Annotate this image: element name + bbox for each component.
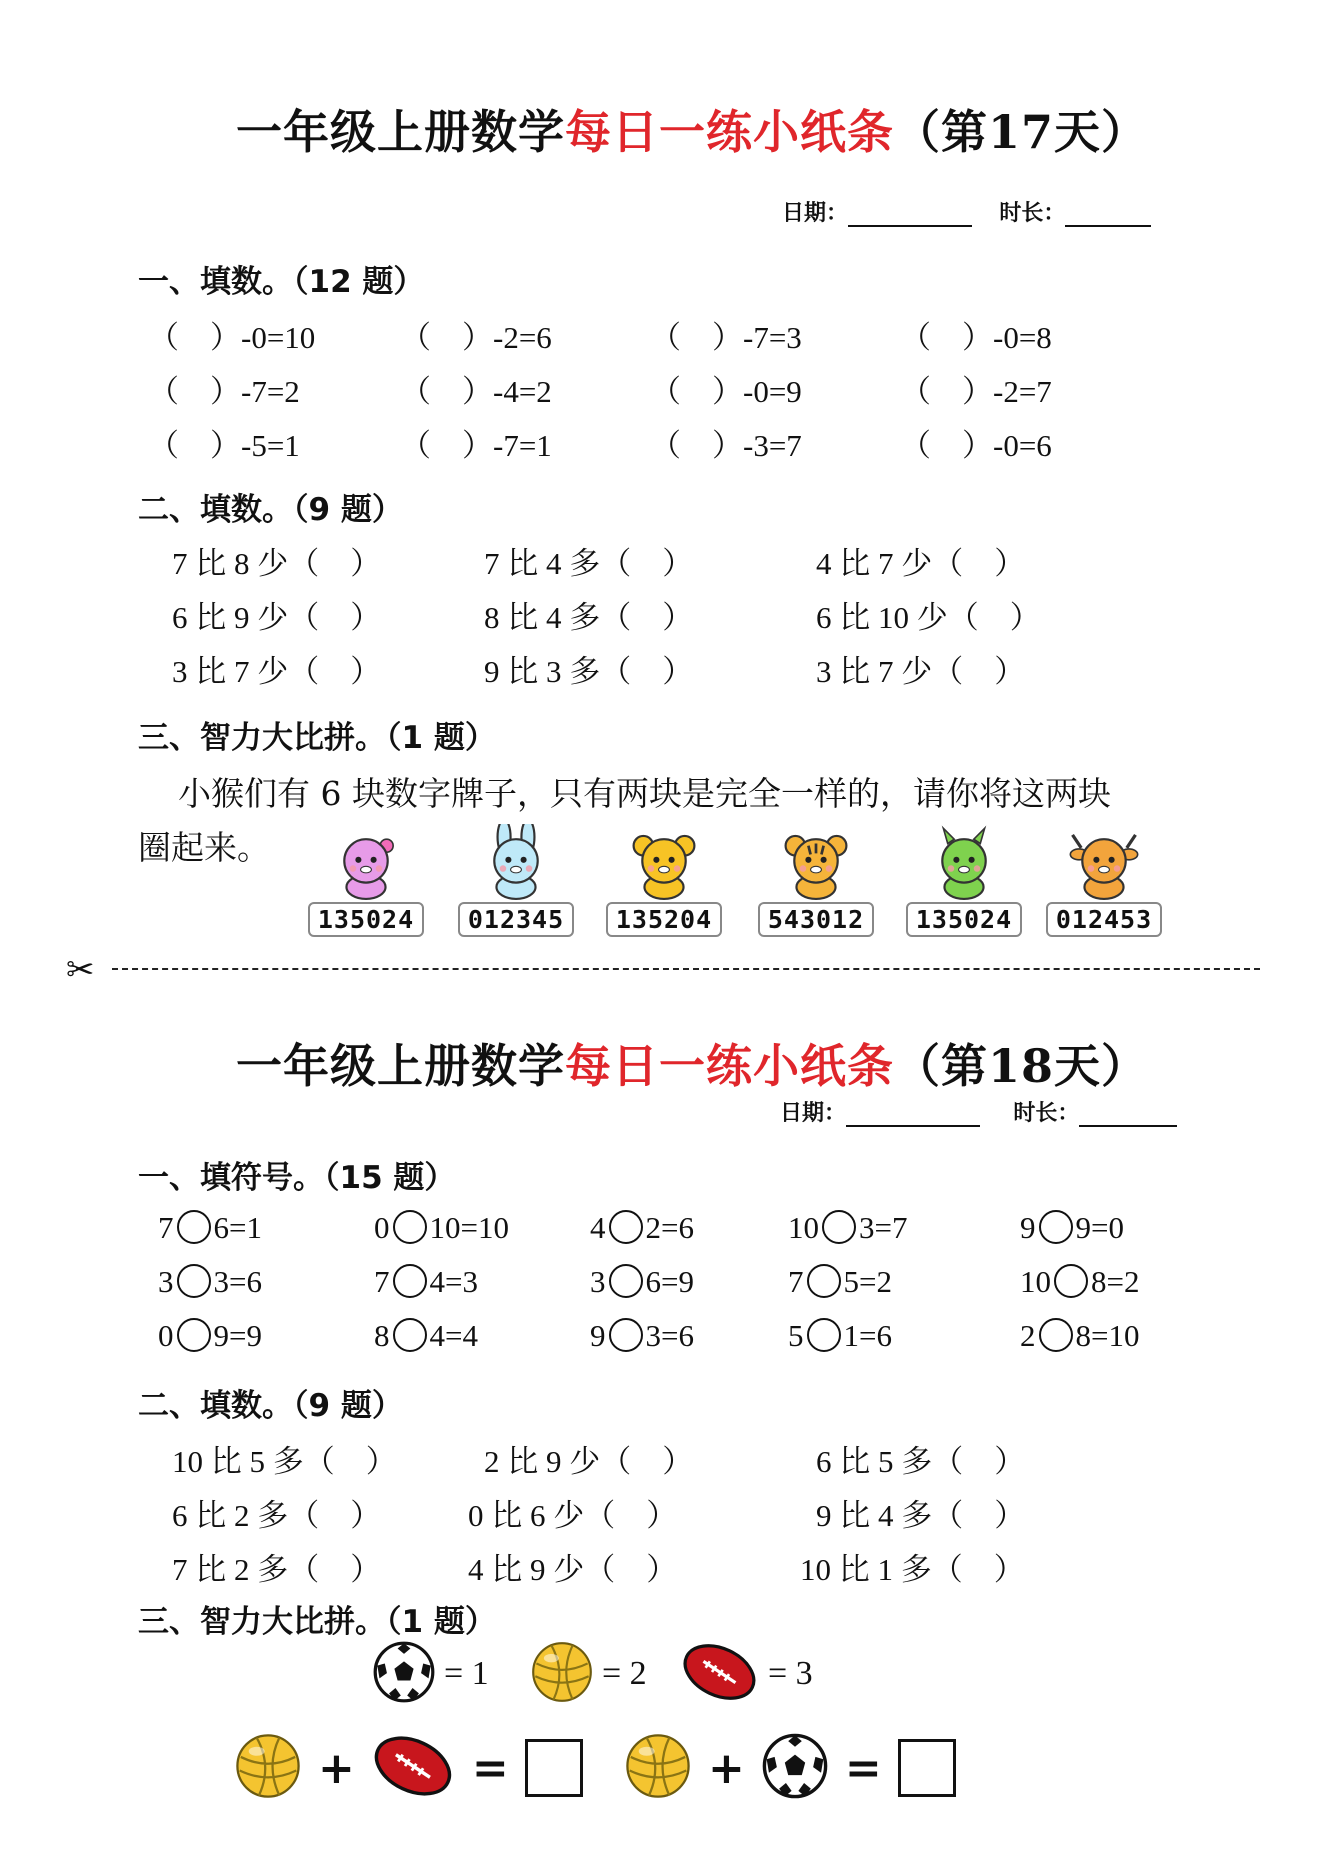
fill-blank-item[interactable]: （ ）-0=9 [650, 374, 802, 409]
right-expression: 4=4 [429, 1318, 478, 1353]
day17-s3-line2: 圈起来。 [138, 828, 270, 867]
compare-item[interactable]: 3 比 7 少（ ） [816, 654, 1026, 689]
title-suffix: （第17天） [894, 105, 1149, 159]
title-red: 每日一练小纸条 [565, 105, 894, 159]
soccer-ball-icon [372, 1640, 436, 1708]
left-operand: 0 [158, 1318, 174, 1353]
compare-item[interactable]: 8 比 4 多（ ） [484, 600, 694, 635]
left-operand: 9 [1020, 1210, 1036, 1245]
day18-s2-title: 二、填数。（9 题） [138, 1388, 403, 1424]
symbol-item [158, 1318, 262, 1354]
answer-box[interactable] [898, 1739, 956, 1797]
left-operand: 7 [374, 1264, 390, 1299]
plus-sign: + [708, 1742, 745, 1794]
dragon-icon [904, 824, 1024, 902]
symbol-item [590, 1210, 694, 1246]
symbol-item [788, 1264, 892, 1300]
right-expression: 9=9 [213, 1318, 262, 1353]
day17-s2-title: 二、填数。（9 题） [138, 492, 403, 528]
symbol-circle-blank[interactable] [393, 1210, 427, 1244]
volleyball-icon [234, 1732, 302, 1804]
symbol-circle-blank[interactable] [807, 1264, 841, 1298]
left-operand: 3 [590, 1264, 606, 1299]
day18-meta [780, 1096, 1177, 1127]
day18-s1-title: 一、填符号。（15 题） [138, 1160, 456, 1196]
duration-field[interactable] [1065, 203, 1151, 227]
fill-blank-item[interactable]: （ ）-0=10 [148, 320, 316, 355]
symbol-circle-blank[interactable] [1039, 1318, 1073, 1352]
cow-icon [1044, 824, 1164, 902]
fill-blank-item[interactable]: （ ）-5=1 [148, 428, 300, 463]
right-expression: 2=6 [645, 1210, 694, 1245]
number-plate[interactable]: 135024 [906, 902, 1022, 937]
compare-item[interactable]: 4 比 9 少（ ） [468, 1552, 678, 1587]
symbol-item [788, 1210, 907, 1246]
left-operand: 3 [158, 1264, 174, 1299]
octopus-icon [306, 824, 426, 902]
number-plate[interactable]: 543012 [758, 902, 874, 937]
title-prefix: 一年级上册数学 [236, 1039, 565, 1093]
compare-item[interactable]: 10 比 1 多（ ） [800, 1552, 1025, 1587]
right-expression: 10=10 [429, 1210, 509, 1245]
symbol-item [590, 1318, 694, 1354]
compare-item[interactable]: 4 比 7 少（ ） [816, 546, 1026, 581]
legend-item [680, 1640, 813, 1708]
answer-box[interactable] [525, 1739, 583, 1797]
compare-item[interactable]: 6 比 10 少（ ） [816, 600, 1041, 635]
legend-value: = 3 [768, 1655, 813, 1692]
animal-plate[interactable] [1044, 824, 1164, 937]
symbol-circle-blank[interactable] [609, 1264, 643, 1298]
animal-plate[interactable] [456, 824, 576, 937]
symbol-circle-blank[interactable] [807, 1318, 841, 1352]
right-expression: 4=3 [429, 1264, 478, 1299]
symbol-circle-blank[interactable] [822, 1210, 856, 1244]
left-operand: 7 [788, 1264, 804, 1299]
compare-item[interactable]: 10 比 5 多（ ） [172, 1444, 397, 1479]
symbol-item [1020, 1318, 1139, 1354]
symbol-item [590, 1264, 694, 1300]
plus-sign: + [318, 1742, 355, 1794]
symbol-item [374, 1210, 509, 1246]
right-expression: 3=6 [213, 1264, 262, 1299]
legend-value: = 2 [602, 1655, 647, 1692]
cut-line [112, 968, 1260, 970]
animal-plate[interactable] [756, 824, 876, 937]
symbol-circle-blank[interactable] [177, 1318, 211, 1352]
legend-item [530, 1640, 647, 1708]
right-expression: 8=2 [1091, 1264, 1140, 1299]
duration-label: 时长： [1013, 1101, 1080, 1126]
fill-blank-item[interactable]: （ ）-3=7 [650, 428, 802, 463]
title-prefix: 一年级上册数学 [236, 105, 565, 159]
compare-item[interactable]: 2 比 9 少（ ） [484, 1444, 694, 1479]
compare-item[interactable]: 7 比 8 少（ ） [172, 546, 382, 581]
left-operand: 4 [590, 1210, 606, 1245]
symbol-item [158, 1264, 262, 1300]
compare-item[interactable]: 6 比 5 多（ ） [816, 1444, 1026, 1479]
duration-field[interactable] [1079, 1103, 1177, 1127]
duration-label: 时长： [999, 201, 1066, 226]
scissors-icon: ✂ [66, 950, 95, 990]
soccer-ball-icon [761, 1732, 829, 1804]
compare-item[interactable]: 3 比 7 少（ ） [172, 654, 382, 689]
number-plate[interactable]: 012453 [1046, 902, 1162, 937]
title-red: 每日一练小纸条 [565, 1039, 894, 1093]
symbol-item [374, 1318, 478, 1354]
fill-blank-item[interactable]: （ ）-0=6 [900, 428, 1052, 463]
symbol-circle-blank[interactable] [609, 1210, 643, 1244]
day17-meta [782, 196, 1151, 227]
compare-item[interactable]: 9 比 4 多（ ） [816, 1498, 1026, 1533]
fill-blank-item[interactable]: （ ）-7=2 [148, 374, 300, 409]
date-field[interactable] [846, 1103, 980, 1127]
right-expression: 9=0 [1075, 1210, 1124, 1245]
left-operand: 8 [374, 1318, 390, 1353]
fill-blank-item[interactable]: （ ）-2=7 [900, 374, 1052, 409]
compare-item[interactable]: 6 比 2 多（ ） [172, 1498, 382, 1533]
left-operand: 10 [788, 1210, 819, 1245]
compare-item[interactable]: 7 比 4 多（ ） [484, 546, 694, 581]
symbol-circle-blank[interactable] [1039, 1210, 1073, 1244]
left-operand: 0 [374, 1210, 390, 1245]
rabbit-icon [456, 824, 576, 902]
symbol-item [374, 1264, 478, 1300]
dog-icon [604, 824, 724, 902]
day18-s3-title: 三、智力大比拼。（1 题） [138, 1604, 496, 1640]
volleyball-icon [530, 1640, 594, 1708]
symbol-circle-blank[interactable] [609, 1318, 643, 1352]
fill-blank-item[interactable]: （ ）-7=1 [400, 428, 552, 463]
right-expression: 1=6 [843, 1318, 892, 1353]
number-plate[interactable]: 012345 [458, 902, 574, 937]
animal-plate[interactable] [604, 824, 724, 937]
fill-blank-item[interactable]: （ ）-2=6 [400, 320, 552, 355]
date-label: 日期： [782, 201, 849, 226]
date-field[interactable] [848, 203, 972, 227]
legend-item [372, 1640, 489, 1708]
symbol-item [788, 1318, 892, 1354]
legend-value: = 1 [444, 1655, 489, 1692]
symbol-circle-blank[interactable] [393, 1264, 427, 1298]
symbol-item [1020, 1210, 1124, 1246]
symbol-item [158, 1210, 262, 1246]
fill-blank-item[interactable]: （ ）-7=3 [650, 320, 802, 355]
left-operand: 2 [1020, 1318, 1036, 1353]
tiger-icon [756, 824, 876, 902]
rugby-ball-icon [680, 1640, 760, 1708]
fill-blank-item[interactable]: （ ）-4=2 [400, 374, 552, 409]
day18-title [236, 1030, 1148, 1096]
ball-equation [234, 1732, 583, 1804]
symbol-circle-blank[interactable] [177, 1264, 211, 1298]
compare-item[interactable]: 9 比 3 多（ ） [484, 654, 694, 689]
left-operand: 5 [788, 1318, 804, 1353]
left-operand: 9 [590, 1318, 606, 1353]
compare-item[interactable]: 7 比 2 多（ ） [172, 1552, 382, 1587]
title-suffix: （第18天） [894, 1039, 1149, 1093]
right-expression: 3=6 [645, 1318, 694, 1353]
symbol-circle-blank[interactable] [177, 1210, 211, 1244]
right-expression: 6=9 [645, 1264, 694, 1299]
compare-item[interactable]: 6 比 9 少（ ） [172, 600, 382, 635]
right-expression: 6=1 [213, 1210, 262, 1245]
symbol-item [1020, 1264, 1139, 1300]
equals-sign: = [471, 1742, 509, 1794]
day17-s3-title: 三、智力大比拼。（1 题） [138, 720, 496, 756]
ball-equation [624, 1732, 956, 1804]
date-label: 日期： [780, 1101, 847, 1126]
day17-s1-title: 一、填数。（12 题） [138, 264, 425, 300]
symbol-circle-blank[interactable] [393, 1318, 427, 1352]
symbol-circle-blank[interactable] [1054, 1264, 1088, 1298]
day17-title [236, 96, 1148, 162]
right-expression: 8=10 [1075, 1318, 1140, 1353]
left-operand: 7 [158, 1210, 174, 1245]
compare-item[interactable]: 0 比 6 少（ ） [468, 1498, 678, 1533]
fill-blank-item[interactable]: （ ）-0=8 [900, 320, 1052, 355]
right-expression: 5=2 [843, 1264, 892, 1299]
rugby-ball-icon [371, 1732, 456, 1804]
animal-plate[interactable] [306, 824, 426, 937]
number-plate[interactable]: 135204 [606, 902, 722, 937]
animal-plate[interactable] [904, 824, 1024, 937]
equals-sign: = [844, 1742, 882, 1794]
day17-s3-line1: 小猴们有 6 块数字牌子，只有两块是完全一样的，请你将这两块 [178, 774, 1111, 813]
right-expression: 3=7 [859, 1210, 908, 1245]
volleyball-icon [624, 1732, 692, 1804]
left-operand: 10 [1020, 1264, 1051, 1299]
number-plate[interactable]: 135024 [308, 902, 424, 937]
